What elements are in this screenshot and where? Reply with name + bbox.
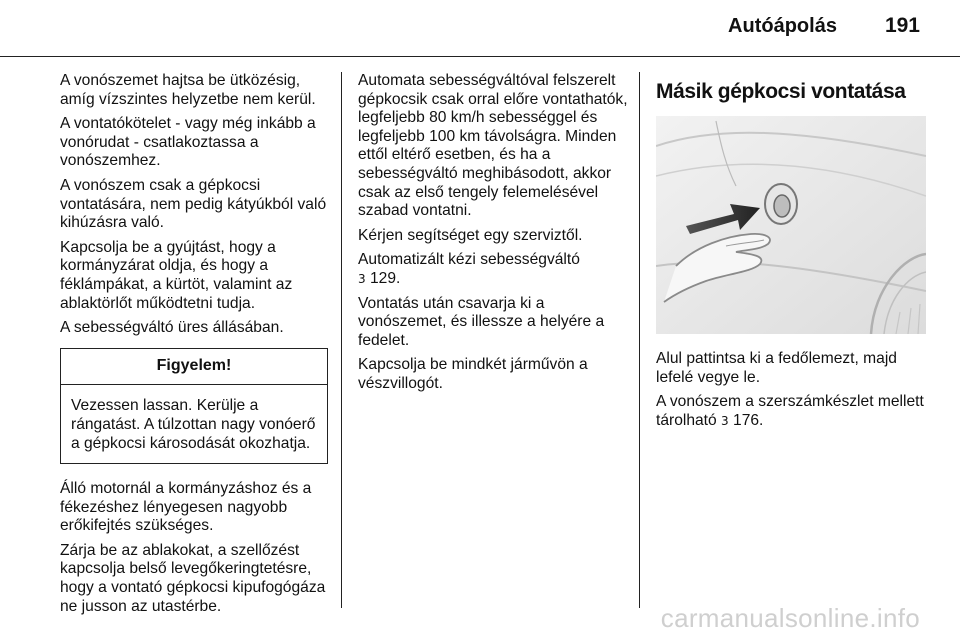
header-title: Autóápolás (728, 15, 837, 37)
column-middle (358, 72, 628, 400)
watermark: carmanualsonline.info (660, 603, 920, 633)
paragraph-text: A vonószem a szerszámkészlet mellett tárolható (656, 393, 924, 429)
paragraph: Zárja be az ablakokat, a szellőzést kapcsolja belső levegőkeringtetésre, hogy a vontató gépkocsi kipufogógáza ne jusson az utastérbe. (60, 541, 326, 615)
column-divider-2 (639, 72, 640, 608)
section-title: Másik gépkocsi vontatása (656, 80, 906, 103)
paragraph (656, 393, 926, 430)
towing-eye-cover-illustration (656, 116, 926, 334)
page-header (728, 14, 920, 48)
page-reference[interactable]: 129. (369, 269, 401, 287)
paragraph: Kapcsolja be a gyújtást, hogy a kormányzárat oldja, és hogy a féklámpákat, a kürtöt, valamint az ablaktörlőt működtetni tudja. (60, 238, 293, 312)
paragraph: Kérjen segítséget egy szerviztől. (358, 226, 583, 244)
paragraph: Álló motornál a kormányzáshoz és a fékezéshez lényegesen nagyobb erőkifejtés szükséges. (60, 480, 312, 535)
page-number: 191 (884, 14, 920, 37)
paragraph: A vonószem csak a gépkocsi vontatására, nem pedig kátyúkból való kihúzásra való. (60, 176, 327, 232)
column-divider-1 (341, 72, 342, 608)
paragraph: Automata sebességváltóval felszerelt gépkocsik csak orral előre vontathatók, legfeljebb 80 km/h sebességgel és legfeljebb 100 km távolságra. Minden ettől eltérő esetben, és ha a sebességváltó meghibásodott, akkor csak az első tengely felemelésével szabad vontatni. (358, 72, 628, 220)
paragraph: Vontatás után csavarja ki a vonószemet, és illessze a helyére a fedelet. (358, 294, 605, 349)
page-reference[interactable]: 176. (733, 411, 764, 429)
paragraph: A vontatókötelet - vagy még inkább a vonórudat - csatlakoztassa a vonószemhez. (60, 115, 316, 170)
paragraph: A sebességváltó üres állásában. (60, 319, 284, 337)
paragraph-text: Automatizált kézi sebességváltó (358, 251, 580, 269)
column-right (656, 72, 926, 436)
page-reference-icon: 3 (721, 413, 729, 428)
warning-box (60, 348, 328, 464)
warning-body: Vezessen lassan. Kerülje a rángatást. A túlzottan nagy vonóerő a gépkocsi károsodását okozhatja. (71, 397, 316, 452)
warning-title: Figyelem! (61, 349, 327, 386)
paragraph (358, 251, 628, 288)
header-rule (0, 56, 960, 57)
column-left (60, 72, 328, 622)
paragraph: Kapcsolja be mindkét járművön a vészvillogót. (358, 356, 588, 392)
page-reference-icon: 3 (358, 271, 366, 286)
paragraph: A vonószemet hajtsa be ütközésig, amíg vízszintes helyzetbe nem kerül. (60, 72, 316, 108)
paragraph: Alul pattintsa ki a fedőlemezt, majd lefelé vegye le. (656, 350, 897, 386)
